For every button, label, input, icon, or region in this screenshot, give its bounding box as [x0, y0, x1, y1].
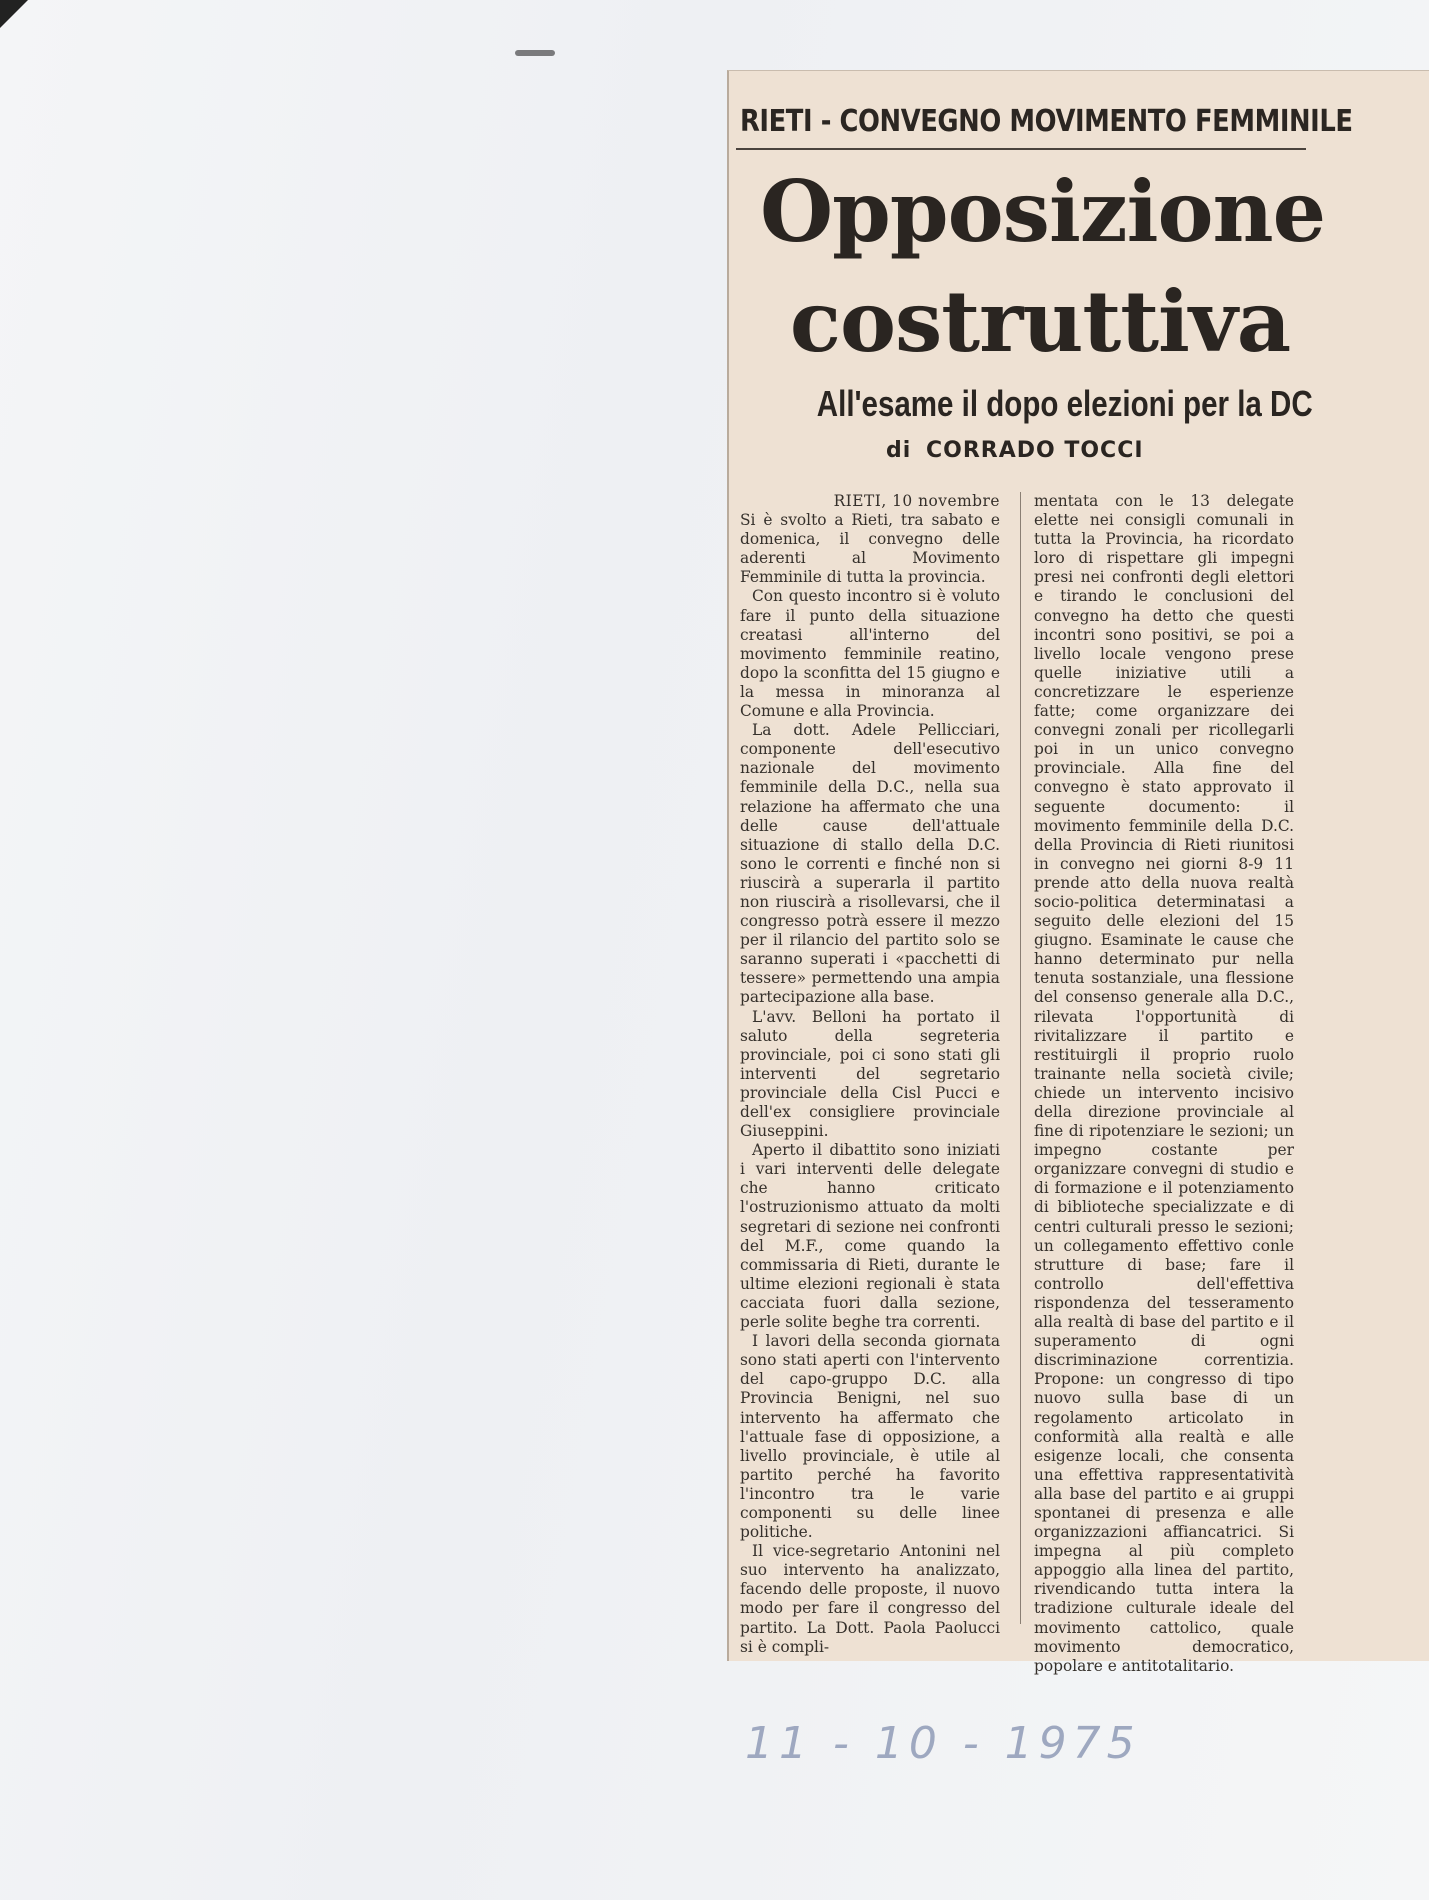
subheadline: All'esame il dopo elezioni per la DC [816, 383, 1313, 424]
kicker-headline: RIETI - CONVEGNO MOVIMENTO FEMMINILE [740, 104, 1353, 139]
handwritten-date: 11 - 10 - 1975 [745, 1718, 1141, 1769]
paragraph: mentata con le 13 delegate elette nei consigli comunali in tutta la Provincia, ha ricordato loro di rispettare gli impegni presi nei confronti degli elettori e tirando le conclusioni del convegno ha detto che questi incontri sono positivi, se poi a livello locale vengono prese quelle iniziative utili a concretizzare le esperienze fatte; come organizzare dei convegni zonali per ricollegarli poi in un unico convegno provinciale. Alla fine del convegno è stato approvato il seguente documento: il movimento femminile della D.C. della Provincia di Rieti riunitosi in convegno nei giorni 8-9 11 prende atto della nuova realtà socio-politica determinatasi a seguito delle elezioni del 15 giugno. Esaminate le cause che hanno determinato pur nella tenuta sostanziale, una flessione del consenso generale alla D.C., rilevata l'opportunità di rivitalizzare il partito e restituirgli il proprio ruolo trainante nella società civile; chiede un intervento incisivo della direzione provinciale al fine di ripotenziare le sezioni; un impegno costante per organizzare convegni di studio e di formazione e il potenziamento di biblioteche specializzate e di centri culturali presso le sezioni; un collegamento effettivo conle strutture di base; fare il controllo dell'effettiva rispondenza del tesseramento alla realtà di base del partito e il superamento di ogni discriminazione correntizia. Propone: un congresso di tipo nuovo sulla base di un regolamento articolato in conformità alla realtà e alle esigenze locali, che consenta una effettiva rappresentatività alla base del partito e ai gruppi spontanei di presenza e alle organizzazioni affiancatrici. Si impegna al più completo appoggio alla linea del partito, rivendicando tutta intera la tradizione culturale ideale del movimento cattolico, quale movimento democratico, popolare e antitotalitario. [1034, 492, 1294, 1675]
paragraph: La dott. Adele Pellicciari, componente dell'esecutivo nazionale del movimento femminile della D.C., nella sua relazione ha affermato che una delle cause dell'attuale situazione di stallo della D.C. sono le correnti e finché non si riuscirà a superarla il partito non riuscirà a risollevarsi, che il congresso potrà essere il mezzo per il rilancio del partito solo se saranno superati i «pacchetti di tessere» permettendo una ampia partecipazione alla base. [740, 721, 1000, 1007]
article-column-1 [740, 492, 1000, 1657]
column-divider [1020, 492, 1021, 1624]
sheet-corner [0, 0, 28, 28]
kicker-underline [736, 148, 1306, 150]
paragraph: I lavori della seconda giornata sono stati aperti con l'intervento del capo-gruppo D.C. alla Provincia Benigni, nel suo intervento ha affermato che l'attuale fase di opposizione, a livello provinciale, è utile al partito perché ha favorito l'incontro tra le varie componenti su delle linee politiche. [740, 1332, 1000, 1542]
paragraph: L'avv. Belloni ha portato il saluto della segreteria provinciale, poi ci sono stati gli interventi del segretario provinciale della Cisl Pucci e dell'ex consigliere provinciale Giuseppini. [740, 1007, 1000, 1141]
ink-smudge [515, 50, 555, 56]
paragraph: Aperto il dibattito sono iniziati i vari interventi delle delegate che hanno criticato l'ostruzionismo attuato da molti segretari di sezione nei confronti del M.F., come quando la commissaria di Rieti, durante le ultime elezioni regionali è stata cacciata fuori dalla sezione, perle solite beghe tra correnti. [740, 1141, 1000, 1332]
headline-line-2: costruttiva [789, 272, 1291, 371]
paragraph: Si è svolto a Rieti, tra sabato e domenica, il convegno delle aderenti al Movimento Femminile di tutta la provincia. [740, 511, 1000, 587]
dateline: RIETI, 10 novembre [833, 492, 1000, 510]
paragraph: Con questo incontro si è voluto fare il punto della situazione creatasi all'interno del movimento femminile reatino, dopo la sconfitta del 15 giugno e la messa in minoranza al Comune e alla Provincia. [740, 587, 1000, 721]
byline-prefix: di [886, 438, 912, 463]
article-column-2 [1034, 492, 1294, 1676]
headline-line-1: Opposizione [760, 162, 1326, 261]
byline-author: CORRADO TOCCI [925, 438, 1144, 463]
byline [880, 438, 1180, 463]
paragraph: Il vice-segretario Antonini nel suo intervento ha analizzato, facendo delle proposte, il nuovo modo per fare il congresso del partito. La Dott. Paola Paolucci si è compli- [740, 1542, 1000, 1656]
